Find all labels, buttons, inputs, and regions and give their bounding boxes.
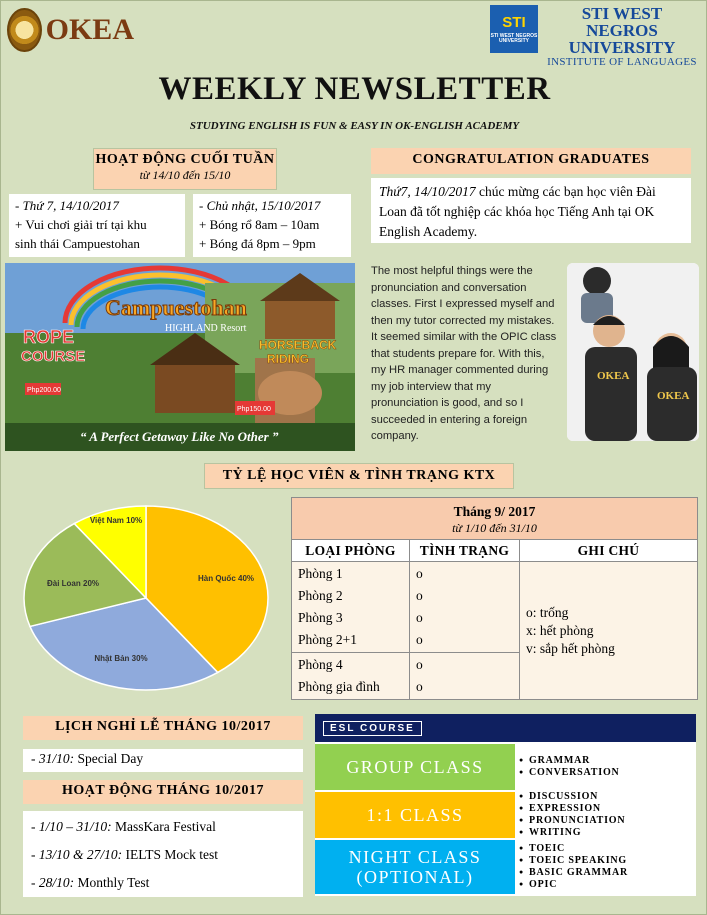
legend-line: x: hết phòng xyxy=(526,622,594,638)
room-status: o xyxy=(416,588,423,603)
saturday-activity xyxy=(9,194,185,257)
esl-course-panel xyxy=(315,714,696,896)
group-class-topics xyxy=(515,744,620,790)
group-class-label xyxy=(315,744,515,790)
topic-item: ● BASIC GRAMMAR xyxy=(519,867,628,879)
activity-item xyxy=(31,841,295,869)
topic-item: ● DISCUSSION xyxy=(519,791,625,803)
sti-mark-text: STI xyxy=(502,13,526,31)
sti-line-2: UNIVERSITY xyxy=(568,38,676,57)
sti-logo-text xyxy=(544,5,700,68)
rope-price: Php200.00 xyxy=(27,387,61,394)
status-group-a xyxy=(410,562,520,653)
topic-item: ● PRONUNCIATION xyxy=(519,815,625,827)
activity-text: IELTS Mock test xyxy=(122,847,218,862)
topic-item: ● WRITING xyxy=(519,827,625,839)
sti-line-3: INSTITUTE OF LANGUAGES xyxy=(547,56,697,68)
topic-item: ● TOEIC SPEAKING xyxy=(519,855,628,867)
room-name: Phòng 4 xyxy=(298,657,343,672)
saturday-line: + Vui chơi giải trí tại khu xyxy=(15,217,147,232)
congrats-body xyxy=(371,178,691,243)
rope-label: ROPE xyxy=(23,327,75,347)
activity-text: MassKara Festival xyxy=(111,819,216,834)
testimonial-text: The most helpful things were the pronunciation and conversation classes. First I expressed myself and then my tutor corrected my mistakes. It seemed similar with the OPIC class that students prepare for. With this, my HR manager commented during my job interview that my pronunciation is good, and so I succeeded in entering a foreign company. xyxy=(371,265,557,442)
activities-list xyxy=(23,811,303,897)
room-name: Phòng 2+1 xyxy=(298,632,357,647)
pie-label-2: Đài Loan 20% xyxy=(46,579,100,588)
sunday-date: - Chủ nhật, 15/10/2017 xyxy=(199,198,321,213)
col-note: GHI CHÚ xyxy=(520,540,698,562)
sti-logo xyxy=(490,4,700,68)
room-status: o xyxy=(416,566,423,581)
shirt-logo-2: OKEA xyxy=(657,390,690,402)
room-status: o xyxy=(416,657,423,672)
nationality-pie-chart xyxy=(21,501,271,696)
sunday-line: + Bóng rổ 8am – 10am xyxy=(199,217,320,232)
room-name: Phòng gia đình xyxy=(298,679,380,694)
esl-row-group xyxy=(315,744,696,790)
activity-item xyxy=(31,813,295,841)
okea-logo-text: OKEA xyxy=(45,13,134,46)
col-status: TÌNH TRẠNG xyxy=(410,540,520,562)
dorm-month: Tháng 9/ 2017 xyxy=(453,503,536,519)
status-group-b xyxy=(410,653,520,700)
page-title: WEEKLY NEWSLETTER xyxy=(158,71,551,107)
activity-item xyxy=(31,869,295,897)
col-room-type: LOẠI PHÒNG xyxy=(292,540,410,562)
pie-label-1: Nhật Bản 30% xyxy=(94,654,148,663)
okea-seal-icon xyxy=(7,8,42,52)
saturday-line: sinh thái Campuestohan xyxy=(15,236,140,251)
one-on-one-class-label xyxy=(315,792,515,838)
dorm-month-header xyxy=(292,498,698,540)
topic-item: ● CONVERSATION xyxy=(519,767,620,779)
promo-tagline: “ A Perfect Getaway Like No Other ” xyxy=(80,429,279,444)
activities-header: HOẠT ĐỘNG THÁNG 10/2017 xyxy=(23,780,303,804)
group-class-name: GROUP CLASS xyxy=(346,757,484,777)
sti-mark-icon xyxy=(490,5,538,53)
holiday-date: - 31/10: xyxy=(31,751,75,766)
weekend-header xyxy=(93,148,277,190)
topic-item: ● OPIC xyxy=(519,879,628,891)
graduates-photo xyxy=(567,263,699,441)
shirt-logo-1: OKEA xyxy=(597,370,630,382)
holiday-header: LỊCH NGHỈ LỄ THÁNG 10/2017 xyxy=(23,716,303,740)
horse-price: Php150.00 xyxy=(237,406,271,413)
horseback-label: HORSEBACK xyxy=(259,338,337,352)
topic-item: ● GRAMMAR xyxy=(519,755,620,767)
legend-line: v: sắp hết phòng xyxy=(526,640,615,656)
campuestohan-brand-sub: HIGHLAND Resort xyxy=(165,323,247,334)
campuestohan-brand: Campuestohan xyxy=(105,295,247,320)
room-name: Phòng 3 xyxy=(298,610,343,625)
saturday-date: - Thứ 7, 14/10/2017 xyxy=(15,198,119,213)
sti-line-1: STI WEST NEGROS xyxy=(581,4,663,40)
sunday-line: + Bóng đá 8pm – 9pm xyxy=(199,236,316,251)
room-group-a xyxy=(292,562,410,653)
topic-item: ● TOEIC xyxy=(519,843,628,855)
congrats-date: Thứ7, 14/10/2017 xyxy=(379,184,476,199)
room-status: o xyxy=(416,610,423,625)
weekend-range: từ 14/10 đến 15/10 xyxy=(139,168,231,182)
okea-logo xyxy=(7,7,134,53)
status-legend xyxy=(520,562,698,700)
esl-row-night xyxy=(315,840,696,894)
sti-mark-small-text: STI WEST NEGROS UNIVERSITY xyxy=(490,32,538,44)
night-class-name: NIGHT CLASS xyxy=(348,847,482,867)
sunday-activity xyxy=(193,194,351,257)
congrats-text: chúc mừng các bạn học viên Đài Loan đã tốt nghiệp các khóa học Tiếng Anh tại OK English Academy. xyxy=(379,184,656,239)
campuestohan-illustration xyxy=(5,263,355,451)
ratio-header: TỶ LỆ HỌC VIÊN & TÌNH TRẠNG KTX xyxy=(204,463,514,489)
activity-date: - 1/10 – 31/10: xyxy=(31,819,112,834)
one-on-one-class-name: 1:1 CLASS xyxy=(366,805,464,825)
room-status: o xyxy=(416,632,423,647)
holiday-text: Special Day xyxy=(74,751,144,766)
legend-line: o: trống xyxy=(526,604,569,620)
activity-date: - 13/10 & 27/10: xyxy=(31,847,123,862)
room-group-b xyxy=(292,653,410,700)
congrats-header: CONGRATULATION GRADUATES xyxy=(371,148,691,174)
pie-label-3: Việt Nam 10% xyxy=(89,516,143,525)
room-name: Phòng 1 xyxy=(298,566,343,581)
page-subtitle: STUDYING ENGLISH IS FUN & EASY IN OK-ENGLISH ACADEMY xyxy=(189,120,520,132)
esl-row-one-on-one xyxy=(315,792,696,838)
night-class-optional: (OPTIONAL) xyxy=(356,867,474,887)
night-class-label xyxy=(315,840,515,894)
room-status: o xyxy=(416,679,423,694)
activity-text: Monthly Test xyxy=(74,875,150,890)
weekend-title: HOẠT ĐỘNG CUỐI TUẦN xyxy=(95,152,275,167)
esl-tag: ESL COURSE xyxy=(323,721,422,736)
holiday-item xyxy=(23,749,303,772)
room-name: Phòng 2 xyxy=(298,588,343,603)
topic-item: ● EXPRESSION xyxy=(519,803,625,815)
course-label: COURSE xyxy=(21,348,86,365)
one-on-one-topics xyxy=(515,792,625,838)
graduates-illustration xyxy=(567,263,699,441)
esl-header-bar xyxy=(315,714,696,742)
campuestohan-promo-image xyxy=(5,263,355,451)
dorm-range: từ 1/10 đến 31/10 xyxy=(452,520,537,535)
riding-label: RIDING xyxy=(267,352,309,366)
dorm-status-table xyxy=(291,497,698,700)
pie-label-0: Hàn Quốc 40% xyxy=(197,574,255,583)
activity-date: - 28/10: xyxy=(31,875,75,890)
night-class-topics xyxy=(515,840,628,894)
